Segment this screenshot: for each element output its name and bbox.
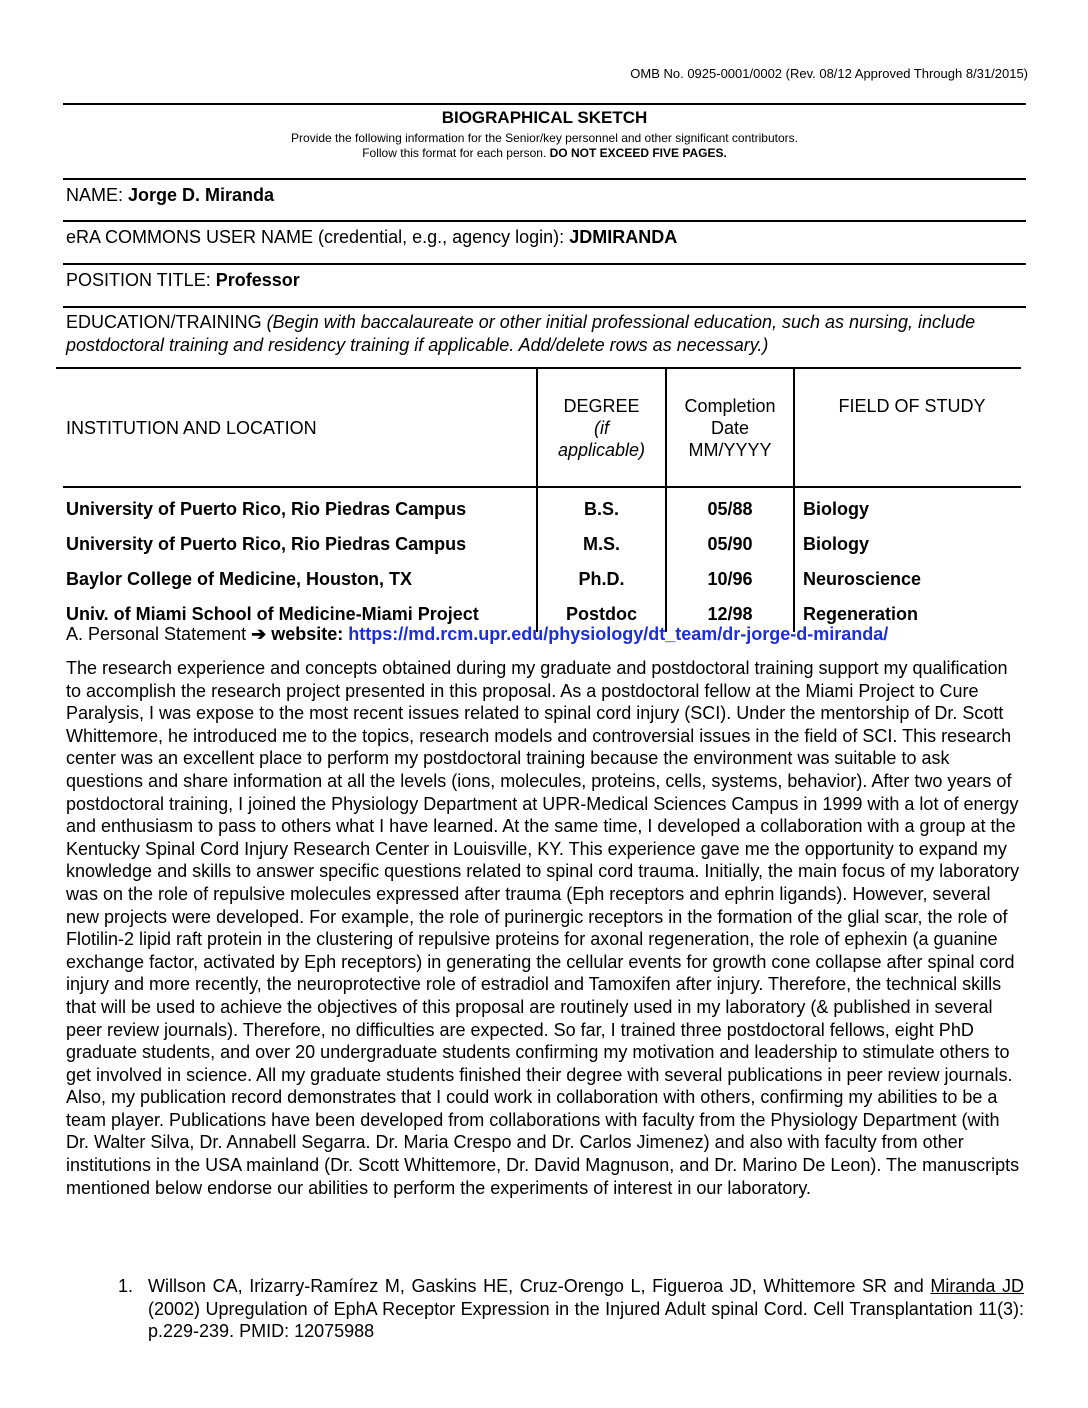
cell-field: Biology — [794, 527, 1021, 562]
cell-field: Regeneration — [794, 597, 1021, 632]
instructions-plain: Follow this format for each person. — [362, 146, 550, 160]
website-link[interactable]: https://md.rcm.upr.edu/physiology/dt_team/dr-jorge-d-miranda/ — [348, 624, 889, 644]
education-note: (Begin with baccalaureate or other initial professional education, such as nursing, include postdoctoral training and residency training if applicable. Add/delete rows as necessary.) — [66, 312, 976, 355]
reference-authors: Willson CA, Irizarry-Ramírez M, Gaskins HE, Cruz-Orengo L, Figueroa JD, Whittemore SR and — [148, 1276, 931, 1296]
header-degree-line: (if — [594, 417, 609, 438]
instructions-line-1: Provide the following information for the Senior/key personnel and other significant contributors. — [291, 131, 798, 145]
cell-date: 10/96 — [666, 562, 794, 597]
cell-field: Biology — [794, 487, 1021, 527]
header-date-line: MM/YYYY — [688, 439, 772, 460]
position-value: Professor — [215, 270, 300, 290]
header-field-of-study: FIELD OF STUDY — [794, 369, 1021, 487]
era-value: JDMIRANDA — [569, 227, 678, 247]
divider — [63, 103, 1026, 105]
cell-degree: Ph.D. — [537, 562, 666, 597]
section-heading: A. Personal Statement — [66, 624, 252, 644]
personal-statement-heading — [66, 624, 888, 645]
reference-citation: (2002) Upregulation of EphA Receptor Expression in the Injured Adult spinal Cord. Cell Transplantation 11(3): p.229-239. PMID: 12075988 — [148, 1298, 1024, 1342]
cell-institution: University of Puerto Rico, Rio Piedras Campus — [66, 499, 467, 519]
cell-date: 05/90 — [666, 527, 794, 562]
cell-institution: Univ. of Miami School of Medicine-Miami Project — [66, 604, 479, 624]
header-completion-date — [666, 369, 794, 487]
cell-degree: M.S. — [537, 527, 666, 562]
personal-statement-body: The research experience and concepts obtained during my graduate and postdoctoral training support my qualification to accomplish the research project presented in this proposal. As a postdoctoral fellow at the Miami Project to Cure Paralysis, I was expose to the most recent issues related to spinal cord injury (SCI). Under the mentorship of Dr. Scott Whittemore, he introduced me to the topics, research models and controversial issues in the field of SCI. This research center was an excellent place to perform my postdoctoral training because the environment was suitable to ask questions and share information at all the levels (ions, molecules, proteins, cells, systems, behavior). After two years of postdoctoral training, I joined the Physiology Department at UPR-Medical Sciences Campus in 1999 with a lot of energy and enthusiasm to pass to others what I have learned. At the same time, I developed a collaboration with a group at the Kentucky Spinal Cord Injury Research Center in Louisville, KY. This experience gave me the opportunity to expand my knowledge and skills to answer specific questions related to spinal cord trauma. Initially, the main focus of my laboratory was on the role of repulsive molecules expressed after trauma (Eph receptors and ephrin ligands). However, several new projects were developed. For example, the role of purinergic receptors in the formation of the glial scar, the role of Flotilin-2 lipid raft protein in the clustering of repulsive proteins for axonal regeneration, the role of ephexin (a guanine exchange factor, activated by Eph receptors) in generating the cellular events for growth cone collapse after spinal cord injury and more recently, the neuroprotective role of estradiol and Tamoxifen after injury. Therefore, the technical skills that will be used to achieve the objectives of this proposal are routinely used in my laboratory (& published in several peer review journals). Therefore, no difficulties are expected. So far, I trained three postdoctoral fellows, eight PhD graduate students, and over 20 undergraduate students confirming my motivation and leadership to stimulate others to get involved in science. All my graduate students finished their degree with several publications in peer review journals. Also, my publication record demonstrates that I could work in collaboration with others, confirming my abilities to be a team player. Publications have been developed from collaborations with faculty from the Physiology Department (with Dr. Walter Silva, Dr. Annabell Segarra. Dr. Maria Crespo and Dr. Carlos Jimenez) and also with faculty from other institutions in the USA mainland (Dr. Scott Whittemore, Dr. David Magnuson, and Dr. Marino De Leon). The manuscripts mentioned below endorse our abilities to perform the experiments of interest in our laboratory. — [66, 658, 1020, 1198]
page-title: BIOGRAPHICAL SKETCH — [441, 108, 648, 127]
website-label: website: — [266, 624, 349, 644]
cell-institution: Baylor College of Medicine, Houston, TX — [66, 569, 413, 589]
instructions-line-2 — [63, 146, 1026, 161]
table-row — [63, 527, 1021, 562]
header-degree-line: DEGREE — [563, 395, 640, 416]
header-date-line: Date — [710, 417, 750, 438]
cell-date: 12/98 — [666, 597, 794, 632]
omb-number: OMB No. 0925-0001/0002 (Rev. 08/12 Approved Through 8/31/2015) — [630, 66, 1028, 81]
cell-degree: Postdoc — [537, 597, 666, 632]
table-row — [63, 562, 1021, 597]
education-heading: EDUCATION/TRAINING — [66, 312, 267, 332]
header-date-line: Completion — [684, 395, 776, 416]
divider — [63, 220, 1026, 222]
name-label: NAME: — [66, 185, 129, 205]
cell-date: 05/88 — [666, 487, 794, 527]
header-institution: INSTITUTION AND LOCATION — [63, 369, 537, 487]
table-header-row — [63, 369, 1021, 487]
name-field — [66, 185, 274, 206]
divider — [63, 263, 1026, 265]
education-table — [63, 369, 1021, 632]
arrow-right-icon: ➔ — [251, 624, 267, 644]
header-degree-line: applicable) — [557, 439, 646, 460]
reference-number: 1. — [118, 1276, 134, 1296]
cell-field: Neuroscience — [794, 562, 1021, 597]
divider — [63, 306, 1026, 308]
reference-highlight-author: Miranda JD — [930, 1276, 1025, 1296]
table-row — [63, 487, 1021, 527]
cell-degree: B.S. — [537, 487, 666, 527]
divider — [63, 178, 1026, 180]
name-value: Jorge D. Miranda — [128, 185, 275, 205]
reference-text — [148, 1275, 1024, 1343]
reference-item — [118, 1275, 1024, 1343]
title-block — [63, 108, 1026, 161]
era-label: eRA COMMONS USER NAME (credential, e.g., agency login): — [66, 227, 570, 247]
instructions-warning: DO NOT EXCEED FIVE PAGES. — [549, 146, 727, 160]
position-field — [66, 270, 300, 291]
header-degree — [537, 369, 666, 487]
cell-institution: University of Puerto Rico, Rio Piedras Campus — [66, 534, 467, 554]
position-label: POSITION TITLE: — [66, 270, 216, 290]
era-commons-field — [66, 227, 677, 248]
education-label — [66, 311, 1026, 357]
